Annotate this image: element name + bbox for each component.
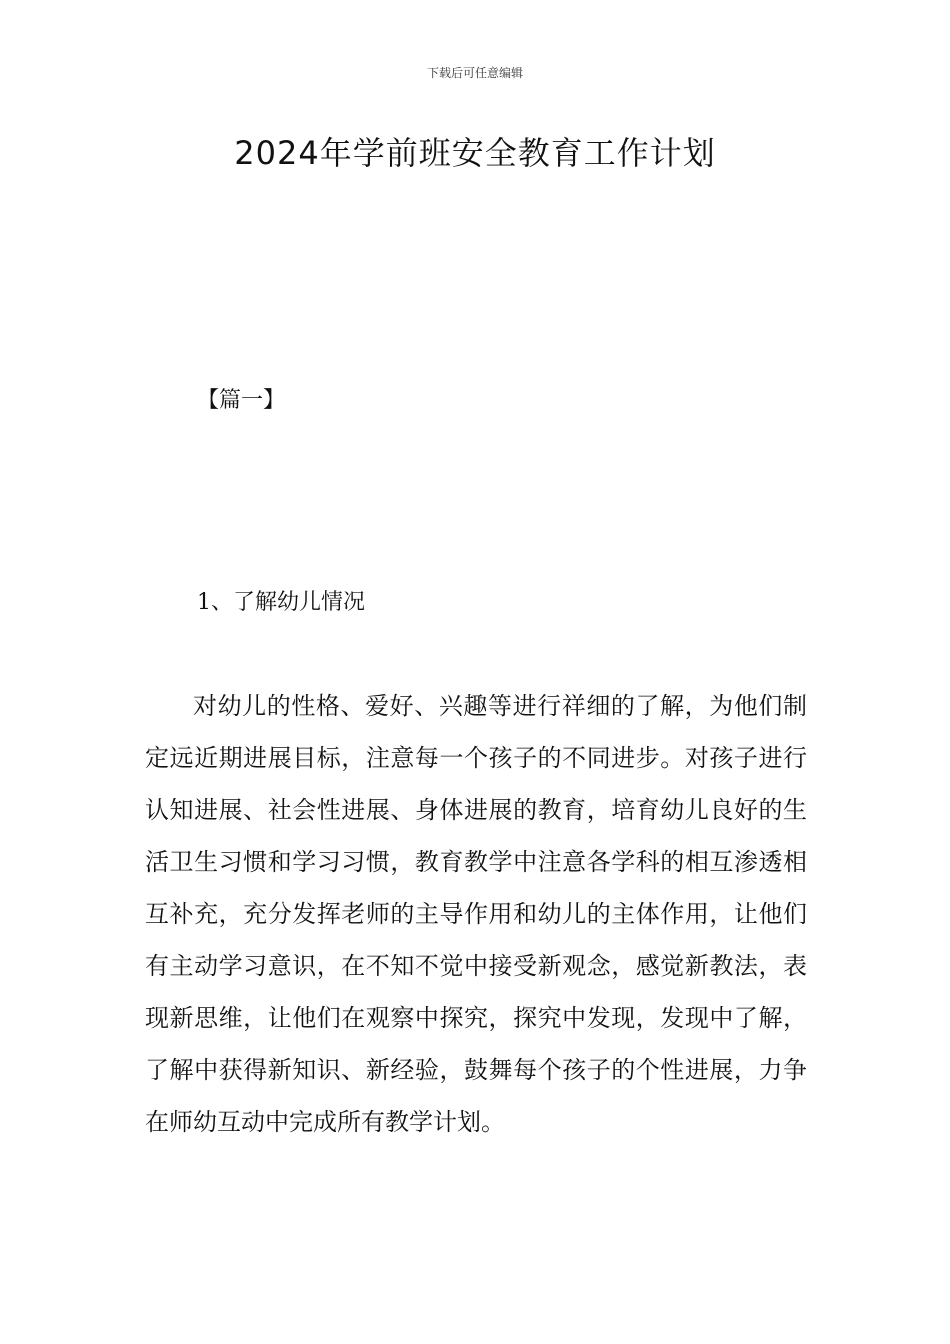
header-note: 下载后可任意编辑 (426, 66, 523, 80)
document-title: 2024年学前班安全教育工作计划 (234, 134, 716, 172)
section-label: 【篇一】 (197, 388, 286, 413)
subheading: 1、了解幼儿情况 (197, 590, 365, 615)
body-paragraph: 对幼儿的性格、爱好、兴趣等进行祥细的了解，为他们制定远近期进展目标，注意每一个孩子的不同进步。对孩子进行认知进展、社会性进展、身体进展的教育，培育幼儿良好的生活卫生习惯和学习习惯，教育教学中注意各学科的相互渗透相互补充，充分发挥老师的主导作用和幼儿的主体作用，让他们有主动学习意识，在不知不觉中接受新观念，感觉新教法，表现新思维，让他们在观察中探究，探究中发现，发现中了解，了解中获得新知识、新经验，鼓舞每个孩子的个性进展，力争在师幼互动中完成所有教学计划。 (145, 692, 807, 1136)
